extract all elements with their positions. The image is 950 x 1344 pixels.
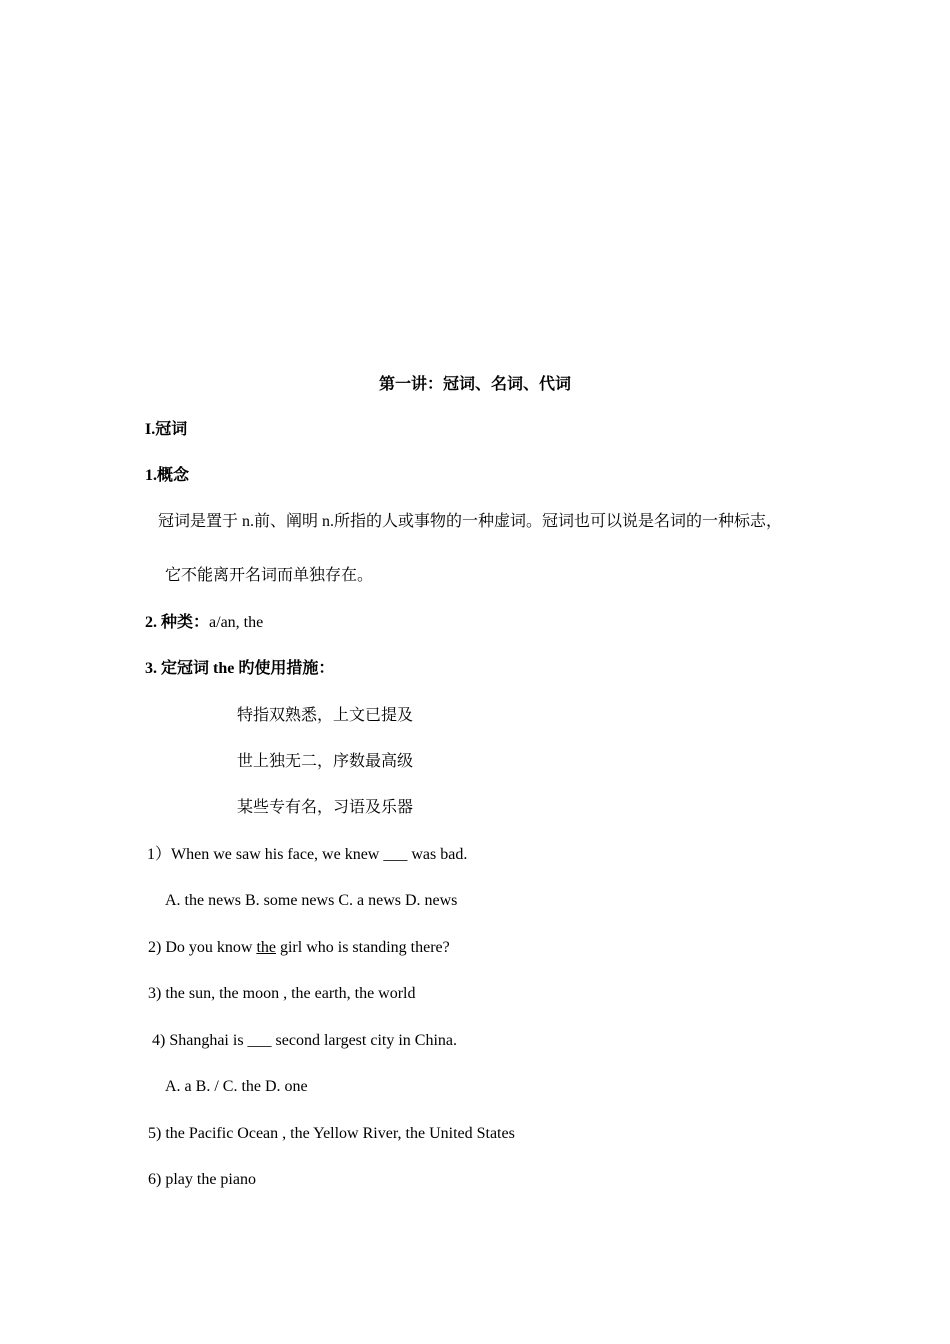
section-heading-articles: I.冠词 bbox=[145, 421, 188, 438]
usage-rule: 某些专有名，习语及乐器 bbox=[237, 799, 414, 816]
types-value: a/an, the bbox=[209, 614, 264, 631]
example-2-underlined-word: the bbox=[256, 939, 276, 956]
example-2-text-before: 2) Do you know bbox=[148, 939, 257, 956]
usage-rule: 世上独无二，序数最高级 bbox=[237, 753, 414, 770]
page-title: 第一讲：冠词、名词、代词 bbox=[378, 376, 571, 393]
concept-paragraph-line-1: 冠词是置于 n.前、阐明 n.所指的人或事物的一种虚词。冠词也可以说是名词的一种标志， bbox=[158, 513, 783, 530]
example-2 bbox=[148, 938, 450, 958]
concept-heading: 1.概念 bbox=[145, 467, 190, 484]
usage-rule: 特指双熟悉，上文已提及 bbox=[237, 707, 414, 724]
example-4: 4) Shanghai is ___ second largest city in China. bbox=[152, 1032, 457, 1049]
example-5: 5) the Pacific Ocean , the Yellow River, the United States bbox=[148, 1125, 515, 1142]
concept-paragraph-line-2: 它不能离开名词而单独存在。 bbox=[165, 567, 374, 584]
types-line bbox=[145, 613, 263, 633]
example-4-options: A. a B. / C. the D. one bbox=[165, 1078, 308, 1095]
example-6: 6) play the piano bbox=[148, 1171, 256, 1188]
types-heading: 2. 种类： bbox=[145, 614, 210, 631]
example-1: 1）When we saw his face, we knew ___ was bad. bbox=[147, 846, 468, 863]
usage-heading: 3. 定冠词 the 旳使用措施： bbox=[145, 660, 335, 677]
example-2-text-after: girl who is standing there? bbox=[275, 939, 450, 956]
example-1-options: A. the news B. some news C. a news D. news bbox=[165, 892, 458, 909]
example-3: 3) the sun, the moon , the earth, the world bbox=[148, 985, 416, 1002]
